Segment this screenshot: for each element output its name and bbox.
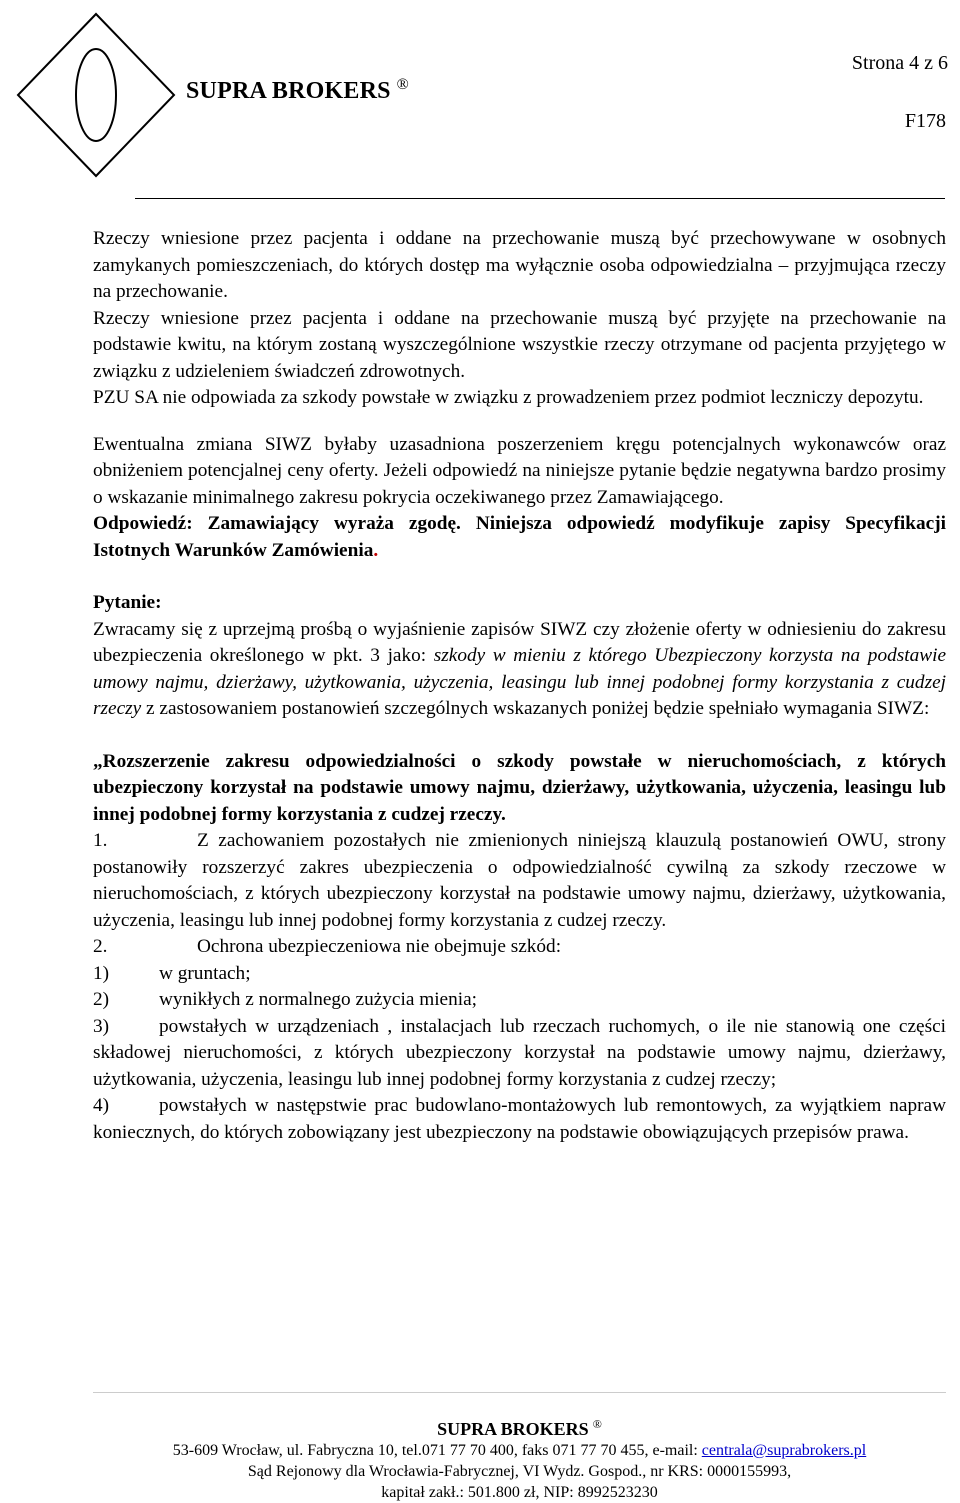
footer bbox=[93, 1414, 946, 1503]
list-item: 1. Z zachowaniem pozostałych nie zmienionych niniejszą klauzulą postanowień OWU, strony postanowiły rozszerzyć zakres ubezpieczenia o odpowiedzialność cywilną za szkody rzeczowe w nieruchomościach, z których ubezpieczony korzystał na podstawie umowy najmu, dzierżawy, użytkowania, użyczenia, leasingu lub innej podobnej formy korzystania z cudzej rzeczy. bbox=[93, 830, 946, 931]
sub-list-item: 3) powstałych w urządzeniach , instalacjach lub rzeczach ruchomych, o ile nie stanowią one części składowej nieruchomości, z których ubezpieczony korzystał na podstawie umowy najmu, dzierżawy, użytkowania, użyczenia, leasingu lub innej podobnej formy korzystania z cudzej rzeczy; bbox=[93, 1015, 946, 1090]
footer-court: Sąd Rejonowy dla Wrocławia-Fabrycznej, VI Wydz. Gospod., nr KRS: 0000155993, bbox=[247, 1463, 792, 1480]
page-number: Strona 4 z 6 bbox=[851, 52, 948, 74]
header-brand: SUPRA BROKERS ® bbox=[186, 76, 410, 104]
footer-capital: kapitał zakł.: 501.800 zł, NIP: 8992523230 bbox=[381, 1484, 658, 1501]
paragraph: Rzeczy wniesione przez pacjenta i oddane na przechowanie muszą być przyjęte na przechowanie na podstawie kwitu, na którym zostaną wyszczególnione wszystkie rzeczy otrzymane od pacjenta przyjętego w związku z udzieleniem świadczeń zdrowotnych. bbox=[93, 307, 946, 382]
list-item: 2. Ochrona ubezpieczeniowa nie obejmuje szkód: bbox=[93, 936, 562, 957]
paragraph: Rzeczy wniesione przez pacjenta i oddane na przechowanie muszą być przechowywane w osobnych zamykanych pomieszczeniach, do których dostęp ma wyłącznie osoba odpowiedzialna – przyjmująca rzeczy na przechowanie. bbox=[93, 228, 946, 302]
paragraph: Ewentualna zmiana SIWZ byłaby uzasadniona poszerzeniem kręgu potencjalnych wykonawców oraz obniżeniem potencjalnej ceny oferty. Jeżeli odpowiedź na niniejsze pytanie będzie negatywna bardzo prosimy o wskazanie minimalnego zakresu pokrycia oczekiwanego przez Zamawiającego. bbox=[93, 433, 946, 508]
sub-list-item: 2) wynikłych z normalnego zużycia mienia; bbox=[93, 989, 478, 1010]
footer-address: 53-609 Wrocław, ul. Fabryczna 10, tel.071 77 70 400, faks 071 77 70 455, e-mail: centrala@suprabrokers.pl bbox=[172, 1442, 867, 1459]
document-body bbox=[93, 226, 946, 1146]
sub-list-item: 4) powstałych w następstwie prac budowlano-montażowych lub remontowych, za wyjątkiem napraw koniecznych, do których zobowiązany jest ubezpieczony na podstawie obowiązujących przepisów prawa. bbox=[93, 1095, 946, 1143]
answer-paragraph: Odpowiedź: Zamawiający wyraża zgodę. Niniejsza odpowiedź modyfikuje zapisy Specyfikacji Istotnych Warunków Zamówienia. bbox=[93, 513, 946, 561]
footer-divider bbox=[93, 1392, 946, 1393]
question-paragraph: Zwracamy się z uprzejmą prośbą o wyjaśnienie zapisów SIWZ czy złożenie oferty w odniesieniu do zakresu ubezpieczenia określonego w pkt. 3 jako: szkody w mieniu z którego Ubezpieczony korzysta na podstawie umowy najmu, dzierżawy, użytkowania, użyczenia, leasingu lub innej podobnej formy korzystania z cudzej rzeczy z zastosowaniem postanowień szczególnych wskazanych poniżej będzie spełniało wymagania SIWZ: bbox=[93, 618, 946, 719]
clause-title: „Rozszerzenie zakresu odpowiedzialności o szkody powstałe w nieruchomościach, z których ubezpieczony korzystał na podstawie umowy najmu, dzierżawy, użytkowania, użyczenia, leasingu lub innej podobnej formy korzystania z cudzej rzeczy. bbox=[93, 750, 946, 825]
sub-list-item: 1) w gruntach; bbox=[93, 962, 251, 984]
paragraph: PZU SA nie odpowiada za szkody powstałe w związku z prowadzeniem przez podmiot leczniczy depozytu. bbox=[93, 387, 924, 408]
supra-brokers-logo-icon bbox=[12, 10, 180, 180]
footer-brand: SUPRA BROKERS ® bbox=[437, 1417, 602, 1439]
document-id: F178 bbox=[904, 110, 946, 132]
header-divider bbox=[135, 198, 945, 199]
email-link[interactable]: centrala@suprabrokers.pl bbox=[701, 1442, 867, 1459]
question-label: Pytanie: bbox=[93, 592, 162, 613]
